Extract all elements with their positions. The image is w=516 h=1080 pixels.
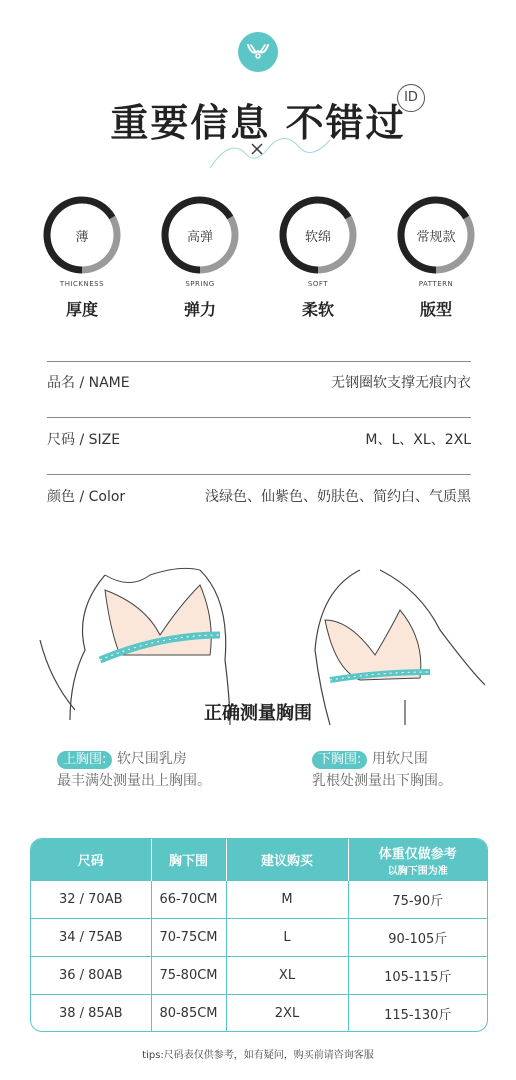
- lower-bust-line1: 用软尺围: [371, 751, 428, 767]
- header-recommend: 建议购买: [226, 839, 348, 881]
- info-name-key: 品名 / NAME: [47, 375, 130, 391]
- lower-bust-line2: 乳根处测量出下胸围。: [312, 773, 452, 789]
- divider: [47, 361, 471, 362]
- cell-weight: 90-105斤: [348, 919, 487, 957]
- upper-bust-tag: 上胸围:: [57, 751, 112, 769]
- gauge-arc: [318, 200, 348, 218]
- cell-size: 36 / 80AB: [31, 957, 151, 995]
- gauge-arc: [200, 200, 230, 218]
- cell-underbust: 75-80CM: [151, 957, 226, 995]
- header-size: 尺码: [31, 839, 151, 881]
- measure-title: 正确测量胸围: [204, 703, 312, 724]
- table-row: [31, 881, 487, 919]
- info-size-key: 尺码 / SIZE: [47, 432, 121, 448]
- table-row: [31, 957, 487, 995]
- upper-bust-desc: [57, 748, 257, 792]
- info-name-value: 无钢圈软支撑无痕内衣: [331, 375, 471, 391]
- cell-recommend: XL: [226, 957, 348, 995]
- table-header-row: [31, 839, 487, 881]
- tips-text: tips:尺码表仅供参考，如有疑问，购买前请咨询客服: [142, 1050, 374, 1061]
- feature-cn-label: 弹力: [183, 300, 216, 319]
- info-color-key: 颜色 / Color: [47, 489, 126, 505]
- cell-recommend: 2XL: [226, 995, 348, 1033]
- feature-cn-label: 厚度: [65, 300, 98, 319]
- table-row: [31, 995, 487, 1033]
- brand-logo: [238, 32, 278, 72]
- gauge-label: 常规款: [416, 230, 456, 245]
- feature-cn-label: 版型: [419, 300, 452, 319]
- header-underbust: 胸下围: [151, 839, 226, 881]
- feature-en-label: PATTERN: [418, 280, 454, 288]
- divider: [47, 474, 471, 475]
- feature-en-label: THICKNESS: [59, 280, 105, 288]
- lower-bust-tag: 下胸围:: [312, 751, 367, 769]
- gauge-label: 薄: [75, 230, 89, 245]
- cell-weight: 75-90斤: [348, 881, 487, 919]
- gauge-arc: [82, 200, 112, 218]
- header-weight-main: 体重仅做参考: [378, 846, 457, 862]
- bra-icon: [246, 42, 270, 62]
- cell-recommend: L: [226, 919, 348, 957]
- info-size-value: M、L、XL、2XL: [365, 432, 471, 448]
- size-table: [30, 838, 488, 1032]
- cell-underbust: 80-85CM: [151, 995, 226, 1033]
- cell-size: 32 / 70AB: [31, 881, 151, 919]
- divider: [47, 417, 471, 418]
- page-title: 重要信息 不错过: [110, 101, 406, 145]
- cell-weight: 105-115斤: [348, 957, 487, 995]
- cell-size: 34 / 75AB: [31, 919, 151, 957]
- cell-weight: 115-130斤: [348, 995, 487, 1033]
- header-weight-sub: 以胸下围为准: [387, 865, 448, 877]
- signature-decoration: [200, 128, 340, 178]
- gauge-arc: [436, 200, 466, 218]
- cell-underbust: 66-70CM: [151, 881, 226, 919]
- feature-en-label: SPRING: [185, 280, 215, 288]
- feature-cn-label: 柔软: [301, 300, 334, 319]
- upper-bust-line1: 软尺围乳房: [116, 751, 187, 767]
- feature-en-label: SOFT: [307, 280, 329, 288]
- lower-bust-desc: [312, 748, 502, 792]
- table-row: [31, 919, 487, 957]
- info-color-value: 浅绿色、仙紫色、奶肤色、简约白、气质黑: [205, 489, 471, 505]
- upper-bust-line2: 最丰满处测量出上胸围。: [57, 773, 211, 789]
- cell-underbust: 70-75CM: [151, 919, 226, 957]
- cell-recommend: M: [226, 881, 348, 919]
- header-weight: [348, 839, 487, 881]
- gauge-label: 软绵: [304, 230, 331, 245]
- cell-size: 38 / 85AB: [31, 995, 151, 1033]
- id-badge: ID: [397, 84, 425, 112]
- gauge-label: 高弹: [186, 230, 213, 245]
